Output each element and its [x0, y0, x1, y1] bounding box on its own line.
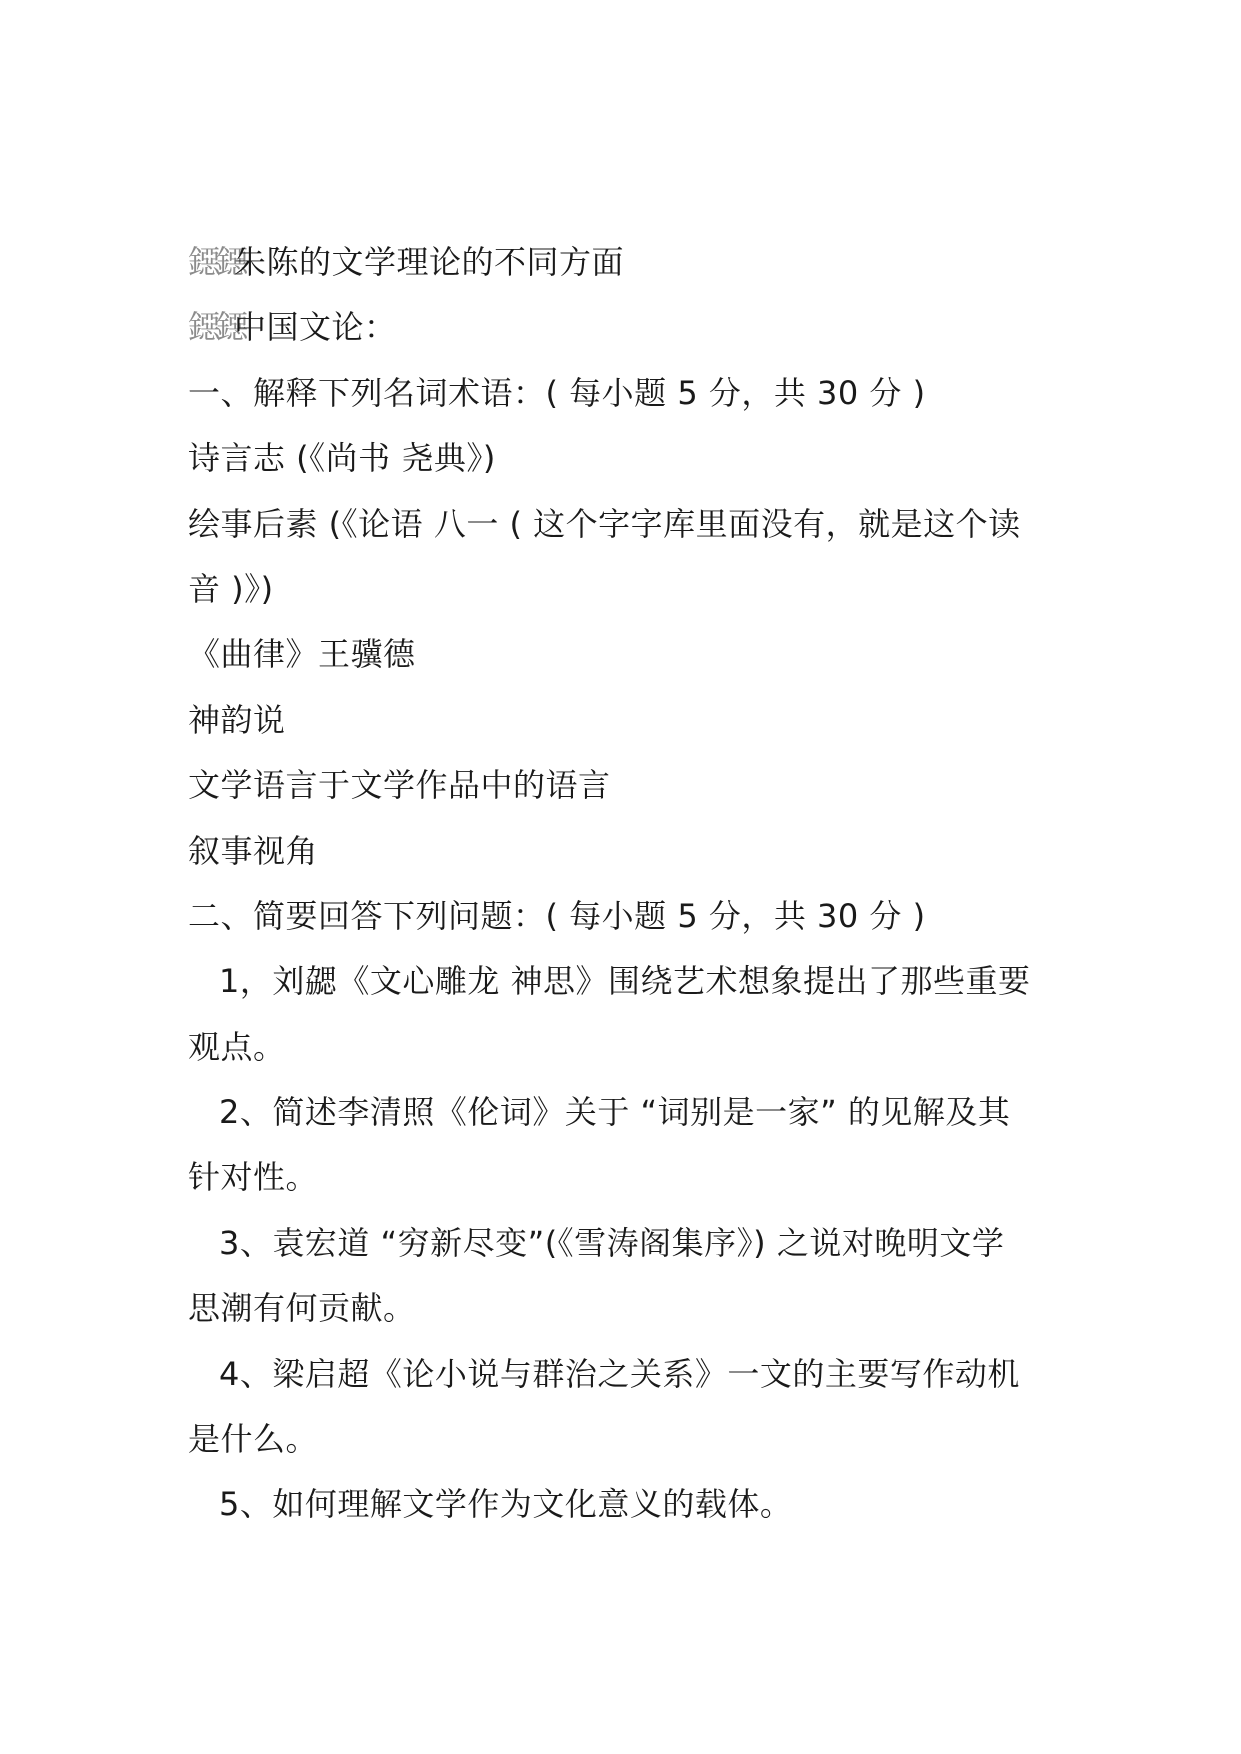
question-item: 4、梁启超《论小说与群治之关系》一文的主要写作动机 — [219, 1354, 1020, 1393]
question-item: 1，刘勰《文心雕龙 神思》围绕艺术想象提出了那些重要 — [219, 962, 1031, 1001]
document-body — [188, 230, 1068, 1538]
subheading-text: 中国文论： — [234, 308, 397, 347]
heading-text: 朱陈的文学理论的不同方面 — [234, 243, 625, 281]
term-item: 文学语言于文学作品中的语言 — [188, 766, 611, 805]
term-item: 《曲律》王骥德 — [188, 635, 416, 674]
garbled-glyphs: 鐚鐚 — [188, 243, 245, 281]
term-item: 诗言志 (《尚书 尧典》) — [188, 439, 496, 478]
term-item: 神韵说 — [188, 700, 286, 739]
question-item-continued: 是什么。 — [188, 1420, 319, 1459]
term-item-continued: 音 )》) — [188, 569, 274, 608]
question-item-continued: 针对性。 — [188, 1158, 319, 1197]
heading-line — [188, 230, 1068, 295]
subheading-line — [188, 295, 1068, 360]
question-item: 2、简述李清照《伦词》关于 “词别是一家” 的见解及其 — [219, 1093, 1011, 1132]
question-item-continued: 观点。 — [188, 1027, 286, 1066]
question-item: 5、如何理解文学作为文化意义的载体。 — [219, 1485, 793, 1524]
section-one-title: 一、解释下列名词术语：( 每小题 5 分，共 30 分 ) — [188, 373, 926, 412]
section-two-title: 二、简要回答下列问题：( 每小题 5 分，共 30 分 ) — [188, 896, 926, 935]
question-item-continued: 思潮有何贡献。 — [188, 1289, 416, 1328]
question-item: 3、袁宏道 “穷新尽变”(《雪涛阁集序》) 之说对晚明文学 — [219, 1223, 1005, 1262]
garbled-glyphs: 鐚鐚 — [188, 308, 245, 347]
term-item: 叙事视角 — [188, 831, 319, 870]
term-item: 绘事后素 (《论语 八一 ( 这个字字库里面没有，就是这个读 — [188, 504, 1021, 543]
